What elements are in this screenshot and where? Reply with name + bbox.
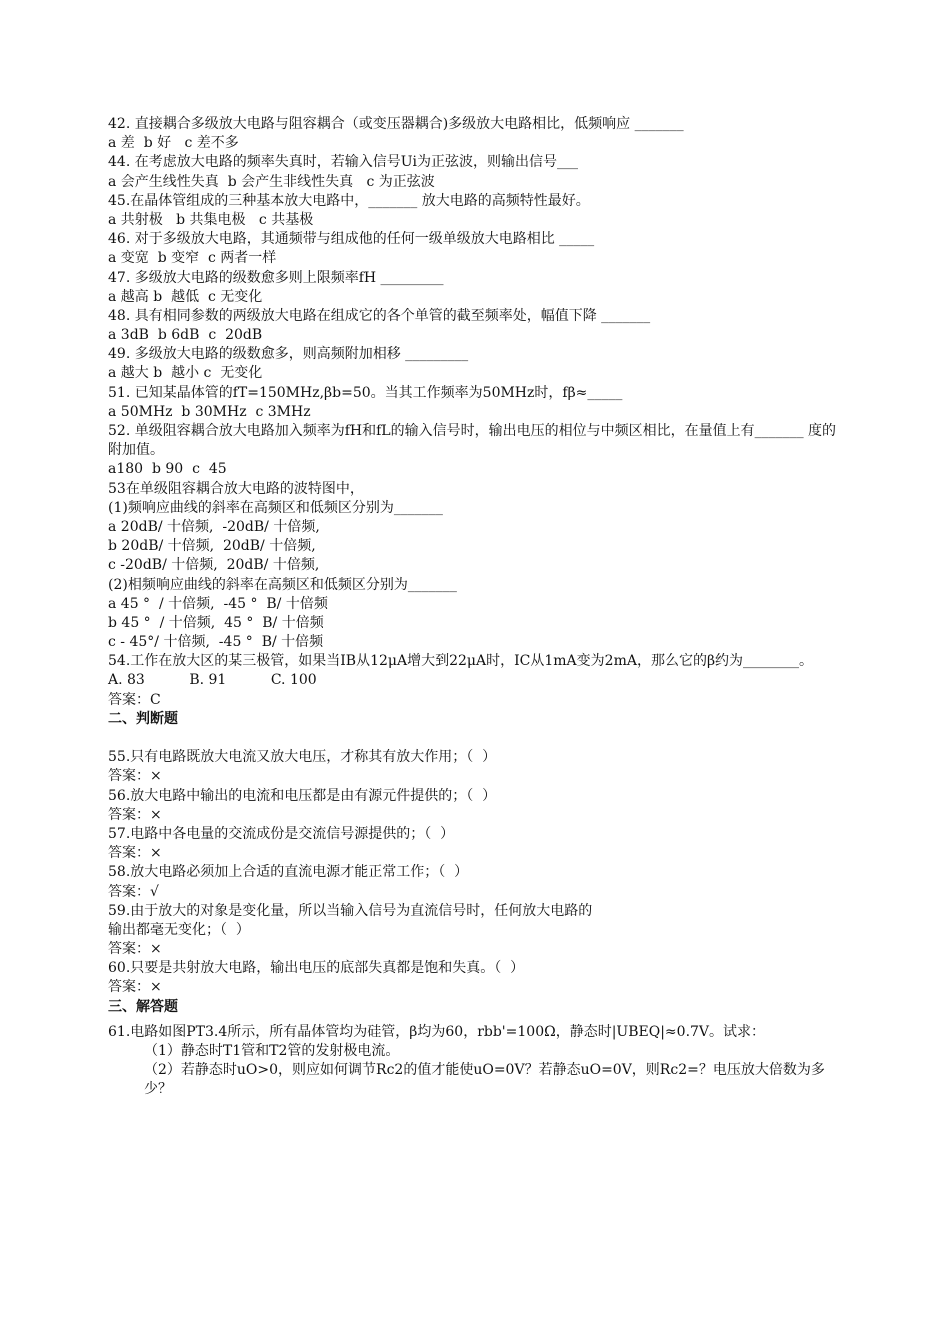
document-page — [108, 115, 848, 1100]
options-44: a 会产生线性失真 b 会产生非线性失真 c 为正弦波 — [108, 173, 435, 190]
answer-56: 答案：× — [108, 806, 162, 823]
options-54: A. 83 B. 91 C. 100 — [108, 672, 317, 689]
question-52: 52. 单级阻容耦合放大电路加入频率为fH和fL的输入信号时，输出电压的相位与中频区相比，在量值上有_______ 度的附加值。 — [108, 423, 837, 459]
question-49: 49. 多级放大电路的级数愈多，则高频附加相移 _________ — [108, 346, 469, 363]
question-57: 57.电路中各电量的交流成份是交流信号源提供的；（ ） — [108, 825, 455, 842]
option-53-1-a: a 20dB/ 十倍频, -20dB/ 十倍频, — [108, 518, 320, 535]
options-48: a 3dB b 6dB c 20dB — [108, 327, 263, 344]
question-53: 53在单级阻容耦合放大电路的波特图中， — [108, 480, 364, 497]
question-53-part-1: (1)频响应曲线的斜率在高频区和低频区分别为_______ — [108, 499, 443, 516]
section-heading-judgement: 二、判断题 — [108, 710, 178, 727]
options-45: a 共射极 b 共集电极 c 共基极 — [108, 211, 314, 228]
blank-line — [108, 729, 848, 748]
option-53-2-c: c - 45°/ 十倍频, -45 ° B/ 十倍频 — [108, 634, 324, 651]
question-block-52-53 — [108, 460, 848, 652]
question-59-line-2: 输出都毫无变化；（ ） — [108, 921, 250, 938]
judgement-block — [108, 748, 848, 997]
question-42: 42. 直接耦合多级放大电路与阻容耦合（或变压器耦合)多级放大电路相比，低频响应 _______ — [108, 116, 684, 132]
question-60: 60.只要是共射放大电路，输出电压的底部失真都是饱和失真。（ ） — [108, 960, 525, 977]
answer-55: 答案：× — [108, 768, 162, 785]
question-block-54-answers — [108, 671, 848, 709]
options-46: a 变宽 b 变窄 c 两者一样 — [108, 250, 277, 267]
question-58: 58.放大电路必须加上合适的直流电源才能正常工作；（ ） — [108, 864, 469, 881]
answer-59: 答案：× — [108, 941, 162, 958]
option-53-1-b: b 20dB/ 十倍频, 20dB/ 十倍频, — [108, 538, 316, 555]
answer-54: 答案：C — [108, 691, 161, 708]
solve-block — [108, 1023, 848, 1100]
question-61: 61.电路如图PT3.4所示，所有晶体管均为硅管，β均为60，rbb'=100Ω，静态时|UBEQ|≈0.7V。试求： — [108, 1023, 766, 1040]
answer-60: 答案：× — [108, 979, 162, 996]
options-49: a 越大 b 越小 c 无变化 — [108, 365, 263, 382]
section-heading-solve: 三、解答题 — [108, 998, 178, 1015]
question-61-part-1: （1）静态时T1管和T2管的发射极电流。 — [144, 1043, 400, 1060]
question-block-42-51 — [108, 115, 848, 422]
question-59-line-1: 59.由于放大的对象是变化量，所以当输入信号为直流信号时，任何放大电路的 — [108, 902, 593, 919]
question-47: 47. 多级放大电路的级数愈多则上限频率fH _________ — [108, 269, 444, 286]
question-44: 44. 在考虑放大电路的频率失真时，若输入信号Ui为正弦波，则输出信号___ — [108, 154, 578, 171]
option-53-1-c: c -20dB/ 十倍频, 20dB/ 十倍频, — [108, 557, 320, 574]
question-61-part-2: （2）若静态时uO>0，则应如何调节Rc2的值才能使uO=0V？若静态uO=0V，则Rc2=？电压放大倍数为多少？ — [144, 1062, 825, 1098]
options-51: a 50MHz b 30MHz c 3MHz — [108, 403, 311, 420]
question-48: 48. 具有相同参数的两级放大电路在组成它的各个单管的截至频率处，幅值下降 _______ — [108, 307, 651, 324]
option-53-2-b: b 45 ° / 十倍频, 45 ° B/ 十倍频 — [108, 614, 324, 631]
question-56: 56.放大电路中输出的电流和电压都是由有源元件提供的；（ ） — [108, 787, 497, 804]
options-42: a 差 b 好 c 差不多 — [108, 135, 239, 152]
options-52: a180 b 90 c 45 — [108, 461, 227, 478]
question-55: 55.只有电路既放大电流又放大电压，才称其有放大作用；（ ） — [108, 749, 497, 766]
question-45: 45.在晶体管组成的三种基本放大电路中，_______ 放大电路的高频特性最好。 — [108, 192, 590, 209]
answer-57: 答案：× — [108, 845, 162, 862]
question-46: 46. 对于多级放大电路，其通频带与组成他的任何一级单级放大电路相比 _____ — [108, 231, 595, 248]
question-54: 54.工作在放大区的某三极管，如果当IB从12μA增大到22μA时，IC从1mA变为2mA，那么它的β约为________。 — [108, 653, 814, 670]
question-51: 51. 已知某晶体管的fT=150MHz,βb=50。当其工作频率为50MHz时，fβ≈_____ — [108, 384, 623, 401]
question-53-part-2: (2)相频响应曲线的斜率在高频区和低频区分别为_______ — [108, 576, 457, 593]
answer-58: 答案：√ — [108, 883, 159, 900]
option-53-2-a: a 45 ° / 十倍频, -45 ° B/ 十倍频 — [108, 595, 328, 612]
options-47: a 越高 b 越低 c 无变化 — [108, 288, 263, 305]
